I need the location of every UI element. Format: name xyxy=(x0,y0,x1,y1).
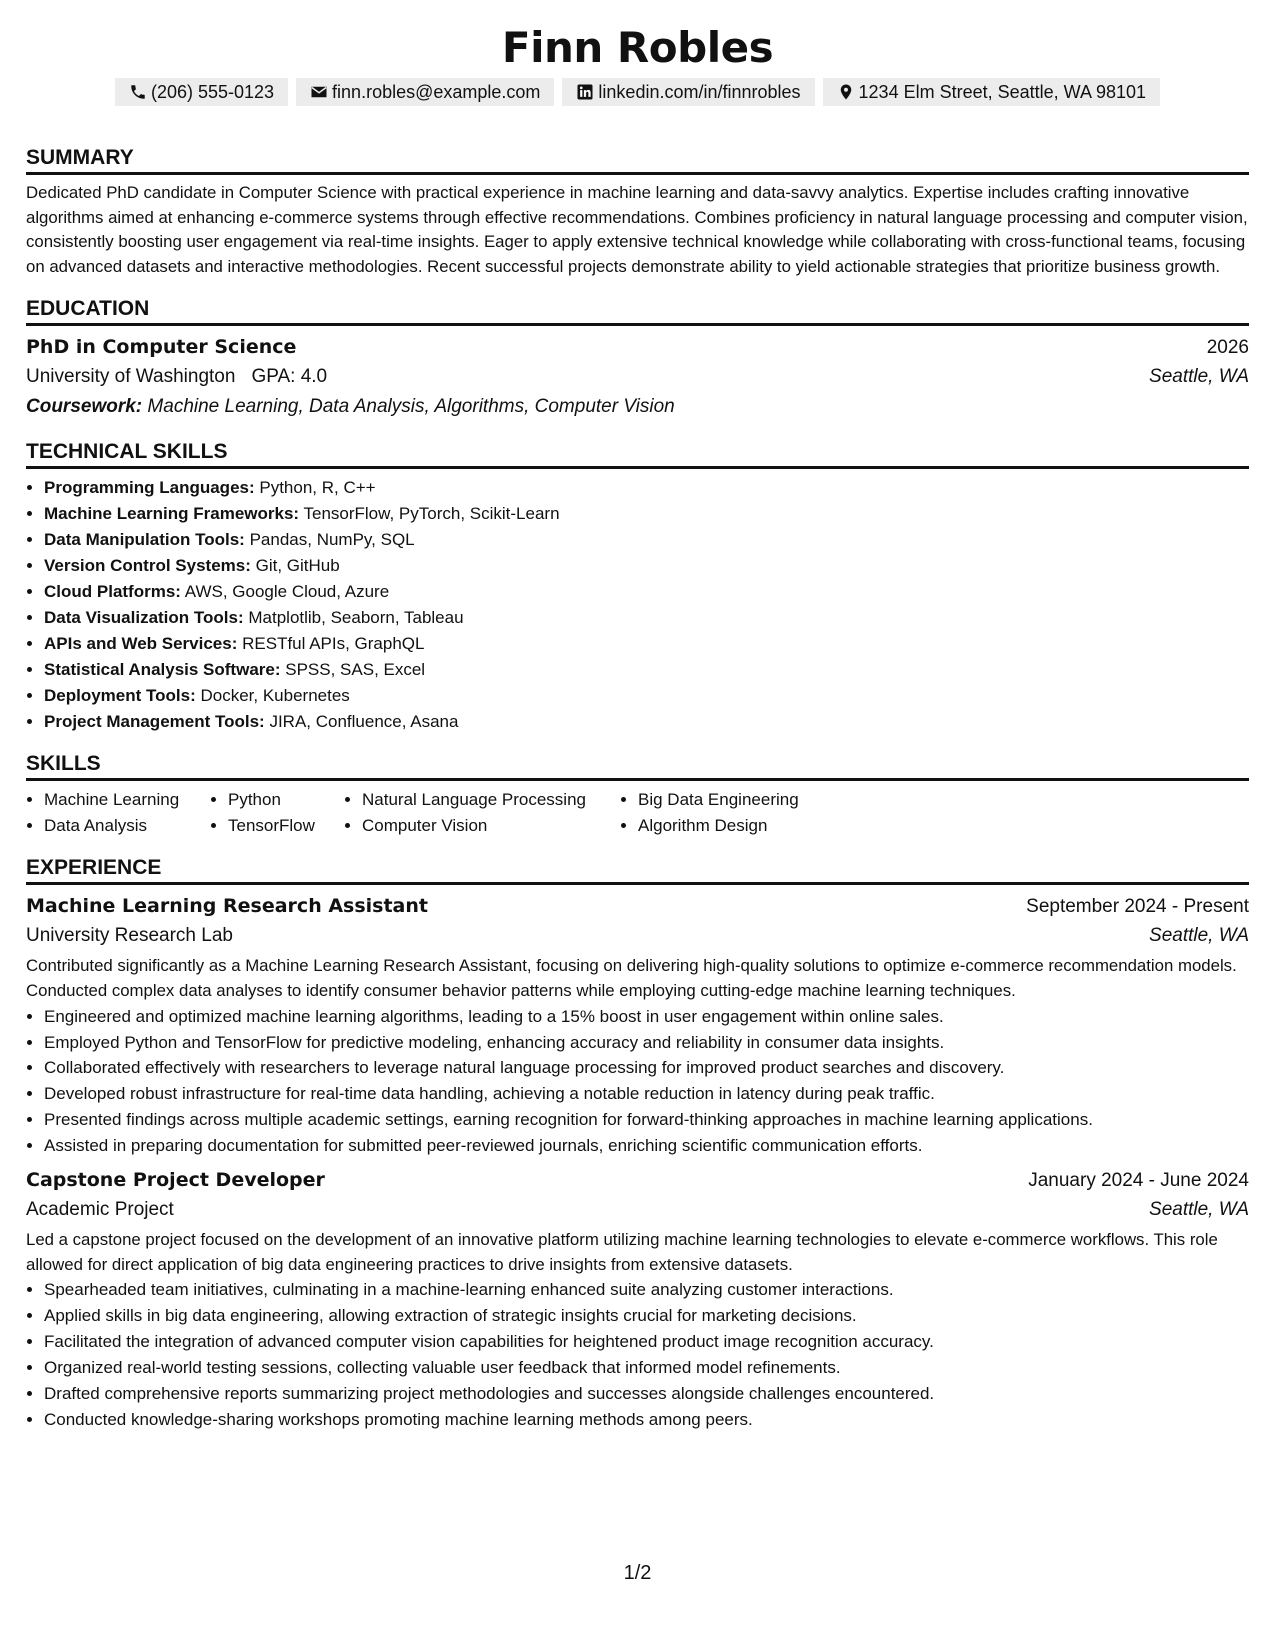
list-item: • Drafted comprehensive reports summarizing project methodologies and successes alongside challenges encountered. xyxy=(44,1381,1249,1407)
job-dates: January 2024 - June 2024 xyxy=(1028,1170,1249,1192)
linkedin-text: linkedin.com/in/finnrobles xyxy=(598,81,801,102)
job-org-row xyxy=(26,1195,1249,1225)
list-item xyxy=(44,709,1249,735)
address-text: 1234 Elm Street, Seattle, WA 98101 xyxy=(858,81,1147,102)
skill-values: Git, GitHub xyxy=(255,556,340,576)
contact-linkedin[interactable] xyxy=(562,78,814,106)
section-title: EDUCATION xyxy=(26,295,1249,326)
education-section xyxy=(26,295,1249,422)
school-name: University of Washington xyxy=(26,366,236,388)
email-text: finn.robles@example.com xyxy=(332,81,541,102)
skill-values: TensorFlow, PyTorch, Scikit-Learn xyxy=(303,504,560,524)
list-item: • Assisted in preparing documentation for submitted peer-reviewed journals, enriching scientific communication efforts. xyxy=(44,1133,1249,1159)
job-description: Contributed significantly as a Machine Learning Research Assistant, focusing on delivering high-quality solutions to optimize e-commerce recommendation models. Conducted complex data analyses to identify consumer behavior patterns while employing cutting-edge machine learning techniques. xyxy=(26,956,1237,1001)
school-and-gpa xyxy=(26,362,327,392)
skill-category: Deployment Tools: xyxy=(44,685,196,705)
contact-email[interactable] xyxy=(296,78,554,106)
skill-values: Pandas, NumPy, SQL xyxy=(249,530,415,550)
candidate-name: Finn Robles xyxy=(501,23,774,72)
skill-values: RESTful APIs, GraphQL xyxy=(242,633,425,653)
graduation-year: 2026 xyxy=(1206,337,1249,359)
school-location: Seattle, WA xyxy=(1149,366,1249,388)
job-header-row xyxy=(26,891,1249,921)
list-item: • Computer Vision xyxy=(362,813,620,839)
list-item xyxy=(44,553,1249,579)
experience-section xyxy=(26,854,1249,1432)
job-title: Capstone Project Developer xyxy=(26,1169,325,1192)
list-item: • Facilitated the integration of advanced computer vision capabilities for heightened product image recognition accuracy. xyxy=(44,1329,1249,1355)
skills-column xyxy=(210,787,344,838)
job-location: Seattle, WA xyxy=(1149,925,1249,947)
technical-skills-list xyxy=(26,475,1249,734)
job-org-row xyxy=(26,921,1249,951)
section-title: SUMMARY xyxy=(26,144,1249,175)
section-title: TECHNICAL SKILLS xyxy=(26,438,1249,469)
skill-category: Machine Learning Frameworks: xyxy=(44,504,300,524)
contact-bar xyxy=(26,78,1249,106)
list-item xyxy=(44,605,1249,631)
job-dates: September 2024 - Present xyxy=(1026,896,1249,918)
page-number: 1/2 xyxy=(623,1562,652,1584)
list-item: • Big Data Engineering xyxy=(638,787,878,813)
list-item xyxy=(44,501,1249,527)
phone-icon xyxy=(129,83,147,101)
skill-values: Python, R, C++ xyxy=(259,478,376,498)
skill-category: Statistical Analysis Software: xyxy=(44,659,281,679)
job-location: Seattle, WA xyxy=(1149,1199,1249,1221)
job-organization: University Research Lab xyxy=(26,925,233,947)
skill-values: AWS, Google Cloud, Azure xyxy=(184,582,390,601)
skill-values: SPSS, SAS, Excel xyxy=(285,659,426,679)
list-item xyxy=(44,579,1249,605)
job-organization: Academic Project xyxy=(26,1199,174,1221)
section-title: SKILLS xyxy=(26,750,1249,781)
skill-values: Docker, Kubernetes xyxy=(200,685,350,705)
experience-entry xyxy=(26,891,1249,1159)
list-item: • Machine Learning xyxy=(44,787,210,813)
list-item: • Collaborated effectively with researchers to leverage natural language processing for improved product searches and discovery. xyxy=(44,1055,1249,1081)
section-title: EXPERIENCE xyxy=(26,854,1249,885)
skill-category: Data Manipulation Tools: xyxy=(44,530,245,550)
skills-column xyxy=(344,787,620,838)
list-item: • Algorithm Design xyxy=(638,813,878,839)
skills-column xyxy=(26,787,210,838)
coursework-list: Machine Learning, Data Analysis, Algorithms, Computer Vision xyxy=(147,396,675,418)
skill-category: Data Visualization Tools: xyxy=(44,607,244,627)
summary-text: Dedicated PhD candidate in Computer Science with practical experience in machine learning and data-savvy analytics. Expertise includes crafting innovative algorithms aimed at enhancing e-commerce systems through effective recommendations. Combines proficiency in natural language processing and computer vision, consistently boosting user engagement via real-time insights. Eager to apply extensive technical knowledge while collaborating with cross-functional teams, focusing on advanced datasets and interactive methodologies. Recent successful projects demonstrate ability to yield actionable strategies that prioritize business growth. xyxy=(26,183,1248,276)
list-item: • Organized real-world testing sessions, collecting valuable user feedback that informed model refinements. xyxy=(44,1355,1249,1381)
list-item xyxy=(44,527,1249,553)
list-item xyxy=(44,475,1249,501)
summary-section xyxy=(26,144,1249,279)
education-header-row xyxy=(26,332,1249,362)
envelope-icon xyxy=(310,83,328,101)
job-title: Machine Learning Research Assistant xyxy=(26,895,428,918)
skills-grid xyxy=(26,787,1249,838)
list-item xyxy=(44,631,1249,657)
experience-entry xyxy=(26,1165,1249,1433)
linkedin-icon xyxy=(576,83,594,101)
list-item: • Presented findings across multiple academic settings, earning recognition for forward-thinking approaches in machine learning applications. xyxy=(44,1107,1249,1133)
list-item: • Applied skills in big data engineering, allowing extraction of strategic insights crucial for marketing decisions. xyxy=(44,1303,1249,1329)
skill-category: Project Management Tools: xyxy=(44,711,265,731)
skill-category: APIs and Web Services: xyxy=(44,633,238,653)
coursework xyxy=(26,392,1249,422)
skill-category: Programming Languages: xyxy=(44,478,255,498)
skills-section xyxy=(26,750,1249,838)
coursework-label: Coursework: xyxy=(26,396,143,418)
list-item: • Python xyxy=(228,787,344,813)
list-item: • Natural Language Processing xyxy=(362,787,620,813)
education-school-row xyxy=(26,362,1249,392)
list-item: • Engineered and optimized machine learning algorithms, leading to a 15% boost in user engagement within online sales. xyxy=(44,1004,1249,1030)
skill-values: JIRA, Confluence, Asana xyxy=(269,711,459,731)
list-item: • Spearheaded team initiatives, culminating in a machine-learning enhanced suite analyzing customer interactions. xyxy=(44,1277,1249,1303)
job-header-row xyxy=(26,1165,1249,1195)
skill-values: Matplotlib, Seaborn, Tableau xyxy=(248,607,464,627)
job-description: Led a capstone project focused on the development of an innovative platform utilizing machine learning technologies to elevate e-commerce workflows. This role allowed for direct application of big data engineering practices to drive insights from extensive datasets. xyxy=(26,1230,1218,1274)
list-item: • Developed robust infrastructure for real-time data handling, achieving a notable reduction in latency during peak traffic. xyxy=(44,1081,1249,1107)
skill-category: Cloud Platforms: xyxy=(44,582,181,601)
gpa: GPA: 4.0 xyxy=(251,366,328,388)
contact-address[interactable] xyxy=(823,78,1161,106)
technical-skills-section xyxy=(26,438,1249,734)
job-bullets xyxy=(26,1004,1249,1159)
degree: PhD in Computer Science xyxy=(26,336,297,359)
list-item xyxy=(44,683,1249,709)
skill-category: Version Control Systems: xyxy=(44,556,251,576)
list-item: • TensorFlow xyxy=(228,813,344,839)
list-item: • Conducted knowledge-sharing workshops promoting machine learning methods among peers. xyxy=(44,1407,1249,1433)
skills-column xyxy=(620,787,878,838)
phone-text: (206) 555-0123 xyxy=(150,81,275,102)
contact-phone[interactable] xyxy=(115,78,288,106)
map-pin-icon xyxy=(837,83,855,101)
list-item: • Employed Python and TensorFlow for predictive modeling, enhancing accuracy and reliability in consumer data insights. xyxy=(44,1030,1249,1056)
job-bullets xyxy=(26,1277,1249,1432)
list-item xyxy=(44,657,1249,683)
list-item: • Data Analysis xyxy=(44,813,210,839)
